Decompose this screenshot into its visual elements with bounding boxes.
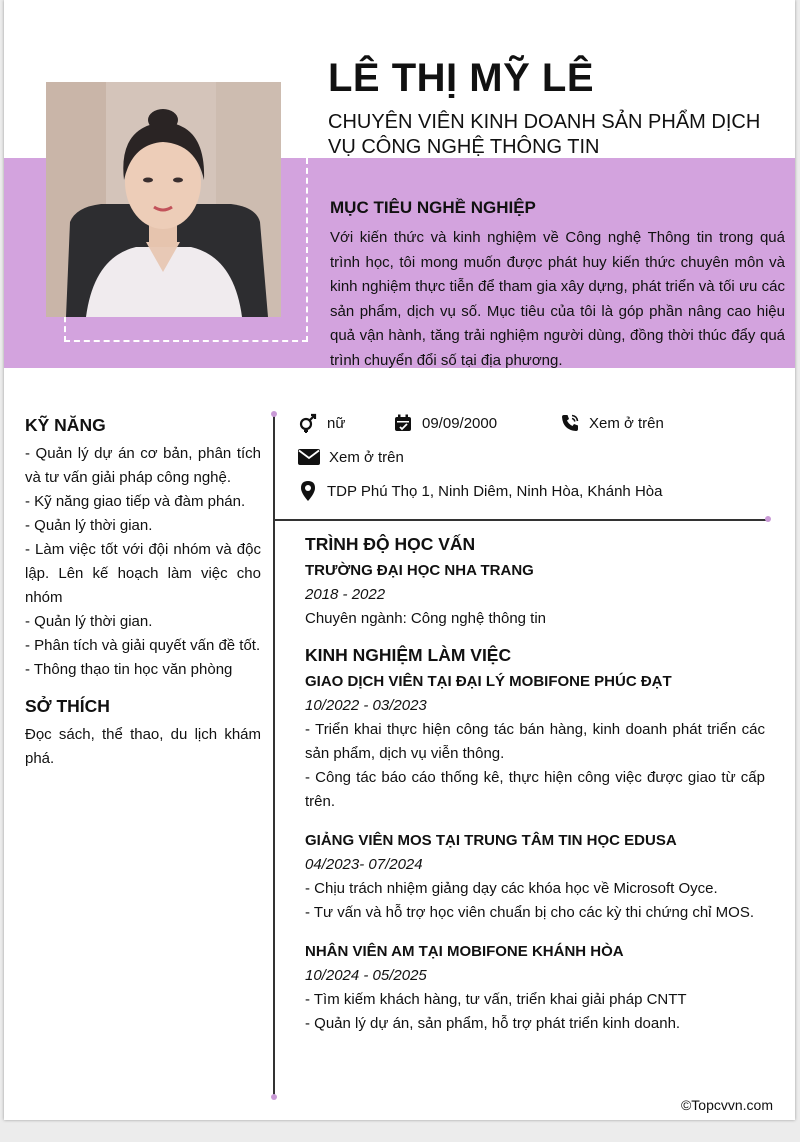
address-value: TDP Phú Thọ 1, Ninh Diêm, Ninh Hòa, Khánh Hòa (327, 482, 663, 500)
cv-page (4, 0, 795, 1120)
address-info (297, 480, 662, 502)
job-entry (305, 670, 765, 814)
skill-item: - Phân tích và giải quyết vấn đề tốt. (25, 637, 261, 654)
phone-info (559, 412, 664, 434)
vertical-divider (273, 414, 275, 1098)
education-title: TRÌNH ĐỘ HỌC VẤN (305, 534, 476, 554)
skill-item: - Quản lý thời gian. (25, 613, 153, 630)
right-column (305, 534, 765, 1036)
job-period: 10/2022 - 03/2023 (305, 697, 427, 714)
profile-photo (46, 82, 281, 317)
job-line: - Công tác báo cáo thống kê, thực hiện công việc được giao từ cấp trên. (305, 769, 765, 810)
phone-value: Xem ở trên (589, 414, 664, 432)
objective-text: Với kiến thức và kinh nghiệm về Công nghệ Thông tin trong quá trình học, tôi mong muốn được phát huy kiến thức chuyên môn và kinh nghiệm thực tiễn để tham gia xây dựng, phát triển và tối ưu các sản phẩm, dịch vụ số. Mục tiêu của tôi là góp phần nâng cao hiệu quả vận hành, tăng trải nghiệm người dùng, đồng thời thúc đẩy quá trình chuyển đổi số tại địa phương. (330, 229, 785, 369)
job-period: 04/2023- 07/2024 (305, 856, 423, 873)
job-period: 10/2024 - 05/2025 (305, 967, 427, 984)
gender-info (297, 412, 345, 434)
email-info (297, 446, 404, 468)
gender-value: nữ (327, 414, 346, 432)
gender-icon (297, 412, 319, 434)
job-line: - Tìm kiếm khách hàng, tư vấn, triển khai giải pháp CNTT (305, 991, 687, 1008)
candidate-name: LÊ THỊ MỸ LÊ (328, 56, 594, 100)
profile-photo-illustration (46, 82, 281, 317)
job-line: - Triển khai thực hiện công tác bán hàng, kinh doanh phát triển các sản phẩm, dịch vụ viễn thông. (305, 721, 765, 762)
divider-dot-bottom (271, 1094, 277, 1100)
email-icon (297, 446, 321, 468)
job-line: - Tư vấn và hỗ trợ học viên chuẩn bị cho các kỳ thi chứng chỉ MOS. (305, 904, 755, 921)
phone-icon (559, 412, 581, 434)
job-line: - Chịu trách nhiệm giảng dạy các khóa học về Microsoft Oyce. (305, 880, 718, 897)
hobbies-title: SỞ THÍCH (25, 696, 110, 716)
skill-item: - Làm việc tốt với đội nhóm và độc lập. Lên kế hoạch làm việc cho nhóm (25, 541, 261, 606)
school-name: TRƯỜNG ĐẠI HỌC NHA TRANG (305, 562, 534, 579)
skills-title: KỸ NĂNG (25, 415, 106, 435)
skill-item: - Quản lý dự án cơ bản, phân tích và tư vấn giải pháp công nghệ. (25, 445, 261, 486)
job-position: NHÂN VIÊN AM TẠI MOBIFONE KHÁNH HÒA (305, 943, 624, 960)
divider-dot-right (765, 516, 771, 522)
job-title: CHUYÊN VIÊN KINH DOANH SẢN PHẨM DỊCH VỤ CÔNG NGHỆ THÔNG TIN (328, 111, 761, 158)
objective-title: MỤC TIÊU NGHỀ NGHIỆP (330, 198, 536, 217)
job-position: GIAO DỊCH VIÊN TẠI ĐẠI LÝ MOBIFONE PHÚC ĐẠT (305, 673, 672, 690)
skill-item: - Quản lý thời gian. (25, 517, 153, 534)
dob-value: 09/09/2000 (422, 414, 498, 432)
experience-title: KINH NGHIỆM LÀM VIỆC (305, 645, 512, 665)
skill-item: - Thông thạo tin học văn phòng (25, 661, 233, 678)
email-value: Xem ở trên (329, 448, 404, 466)
calendar-icon (392, 412, 414, 434)
horizontal-divider (274, 519, 769, 521)
job-line: - Quản lý dự án, sản phẩm, hỗ trợ phát triển kinh doanh. (305, 1015, 681, 1032)
skill-item: - Kỹ năng giao tiếp và đàm phán. (25, 493, 246, 510)
education-major: Chuyên ngành: Công nghệ thông tin (305, 610, 547, 627)
footer-credit: ©Topcvvn.com (680, 1097, 773, 1113)
dob-info (392, 412, 497, 434)
location-pin-icon (297, 480, 319, 502)
left-column (25, 415, 261, 771)
job-entry (305, 829, 765, 925)
education-period: 2018 - 2022 (305, 586, 386, 603)
job-position: GIẢNG VIÊN MOS TẠI TRUNG TÂM TIN HỌC EDUSA (305, 832, 677, 849)
hobbies-text: Đọc sách, thể thao, du lịch khám phá. (25, 726, 261, 767)
divider-dot-top (271, 411, 277, 417)
job-entry (305, 940, 765, 1036)
